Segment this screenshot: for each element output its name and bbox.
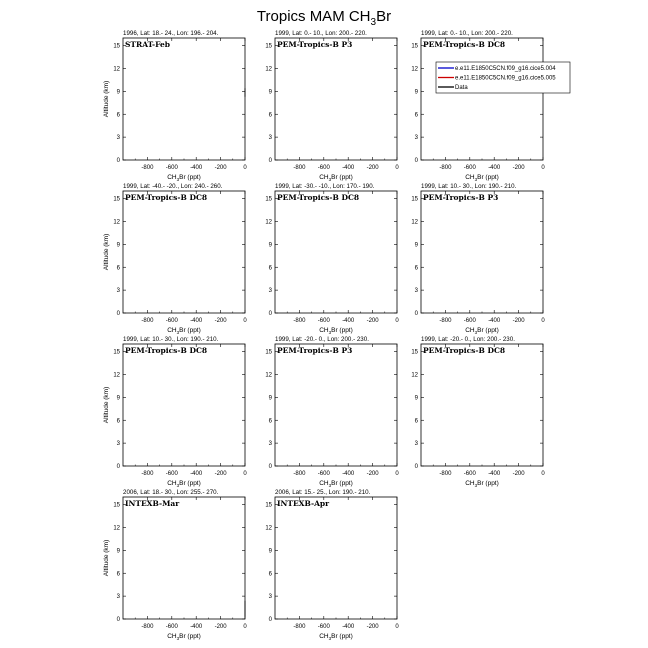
- plot-frame: [123, 344, 245, 466]
- y-tick-label: 0: [116, 158, 120, 164]
- x-tick-label: -400: [190, 318, 203, 324]
- y-tick-label: 3: [268, 441, 272, 448]
- y-tick-label: 9: [414, 395, 418, 402]
- x-label-tail: Br (ppt): [179, 327, 201, 334]
- y-tick-label: 9: [116, 89, 120, 96]
- x-tick-label: -600: [317, 165, 330, 171]
- y-tick-label: 6: [116, 418, 120, 425]
- y-tick-label: 6: [268, 265, 272, 272]
- experiment-label: PEM-Tropics-B DC8: [125, 346, 208, 355]
- y-tick-label: 15: [113, 502, 120, 509]
- y-tick-label: 9: [268, 89, 272, 96]
- x-tick-label: -200: [366, 471, 379, 477]
- x-label-subscript: 3: [328, 177, 332, 182]
- x-tick-label: -800: [141, 471, 154, 477]
- y-tick-label: 12: [113, 372, 120, 379]
- x-tick-label: -800: [439, 318, 452, 324]
- legend-label: e.e11.E1850C5CN.f09_g16.cice5.005: [455, 75, 556, 82]
- x-axis-label: [319, 174, 353, 182]
- title-main: Tropics MAM CH: [256, 8, 371, 25]
- y-axis-label: Altitude (km): [103, 80, 110, 118]
- plot-frame: [123, 497, 245, 619]
- x-tick-label: -800: [293, 471, 306, 477]
- x-axis-label: [167, 327, 201, 335]
- x-label-tail: Br (ppt): [331, 633, 353, 640]
- x-tick-label: -600: [463, 471, 476, 477]
- experiment-label: PEM-Tropics-B DC8: [423, 346, 506, 355]
- x-tick-label: -200: [214, 624, 227, 630]
- y-tick-label: 3: [268, 135, 272, 142]
- y-tick-label: 15: [411, 349, 418, 356]
- chart-panel-8: [265, 336, 399, 488]
- y-tick-label: 6: [116, 571, 120, 578]
- x-tick-label: 0: [395, 165, 399, 171]
- y-tick-label: 0: [268, 158, 272, 164]
- x-tick-label: -200: [366, 624, 379, 630]
- y-tick-label: 0: [268, 464, 272, 470]
- x-label-tail: Br (ppt): [477, 327, 499, 334]
- y-tick-label: 3: [414, 441, 418, 448]
- y-tick-label: 12: [265, 66, 272, 73]
- x-tick-label: 0: [395, 471, 399, 477]
- x-label-subscript: 3: [176, 636, 180, 641]
- y-tick-label: 15: [265, 43, 272, 50]
- x-axis-label: [319, 327, 353, 335]
- y-tick-label: 15: [265, 196, 272, 203]
- x-tick-label: -400: [342, 624, 355, 630]
- y-tick-label: 15: [113, 43, 120, 50]
- x-tick-label: -200: [214, 318, 227, 324]
- panel-header: 1996, Lat: 18.- 24., Lon: 196.- 204.: [123, 30, 219, 37]
- x-label-main: CH: [319, 480, 329, 487]
- y-tick-label: 15: [265, 502, 272, 509]
- x-tick-label: -400: [190, 624, 203, 630]
- x-label-tail: Br (ppt): [179, 480, 201, 487]
- chart-panel-3: [411, 30, 545, 182]
- x-tick-label: 0: [243, 165, 247, 171]
- x-label-subscript: 3: [328, 483, 332, 488]
- y-tick-label: 0: [414, 311, 418, 317]
- x-label-main: CH: [465, 174, 475, 181]
- x-tick-label: -800: [293, 165, 306, 171]
- x-label-main: CH: [465, 327, 475, 334]
- x-label-tail: Br (ppt): [477, 174, 499, 181]
- chart-panel-11: [265, 489, 399, 641]
- y-tick-label: 0: [414, 158, 418, 164]
- chart-panel-2: [265, 30, 399, 182]
- y-tick-label: 3: [116, 288, 120, 295]
- y-tick-label: 0: [116, 311, 120, 317]
- chart-panel-5: [265, 183, 399, 335]
- x-label-main: CH: [465, 480, 475, 487]
- y-axis-label: Altitude (km): [103, 539, 110, 577]
- y-tick-label: 12: [265, 525, 272, 532]
- y-tick-label: 9: [268, 395, 272, 402]
- x-tick-label: -800: [141, 165, 154, 171]
- x-axis-label: [319, 480, 353, 488]
- x-label-tail: Br (ppt): [477, 480, 499, 487]
- legend-label: e.e11.E1850C5CN.f09_g16.cice5.004: [455, 66, 556, 73]
- plot-frame: [275, 497, 397, 619]
- y-tick-label: 9: [116, 242, 120, 249]
- y-tick-label: 6: [268, 571, 272, 578]
- panel-header: 1999, Lat: -20.- 0., Lon: 200.- 230.: [275, 336, 369, 343]
- x-tick-label: -600: [165, 318, 178, 324]
- plot-frame: [123, 191, 245, 313]
- x-label-tail: Br (ppt): [331, 480, 353, 487]
- x-tick-label: -400: [488, 471, 501, 477]
- y-tick-label: 9: [116, 548, 120, 555]
- title-tail: Br: [376, 8, 392, 25]
- x-label-tail: Br (ppt): [179, 633, 201, 640]
- x-tick-label: -200: [366, 318, 379, 324]
- y-tick-label: 0: [268, 311, 272, 317]
- y-axis-label: Altitude (km): [103, 233, 110, 271]
- plot-frame: [421, 38, 543, 160]
- panel-header: 2006, Lat: 15.- 25., Lon: 190.- 210.: [275, 489, 371, 496]
- x-axis-label: [167, 174, 201, 182]
- chart-legend: [436, 62, 570, 93]
- x-label-main: CH: [167, 633, 177, 640]
- chart-panel-9: [411, 336, 545, 488]
- experiment-label: PEM-Tropics-B P3: [277, 40, 353, 49]
- y-tick-label: 6: [414, 112, 418, 119]
- plot-frame: [275, 38, 397, 160]
- y-tick-label: 6: [414, 418, 418, 425]
- x-tick-label: 0: [395, 624, 399, 630]
- x-tick-label: -400: [342, 165, 355, 171]
- panel-header: 1999, Lat: -30.- -10., Lon: 170.- 190.: [275, 183, 375, 190]
- y-tick-label: 6: [414, 265, 418, 272]
- x-tick-label: -200: [214, 165, 227, 171]
- y-tick-label: 12: [113, 66, 120, 73]
- y-tick-label: 3: [116, 135, 120, 142]
- x-tick-label: 0: [243, 318, 247, 324]
- x-label-tail: Br (ppt): [331, 327, 353, 334]
- y-tick-label: 12: [265, 219, 272, 226]
- x-tick-label: -200: [512, 165, 525, 171]
- y-tick-label: 6: [116, 265, 120, 272]
- x-tick-label: -800: [141, 318, 154, 324]
- x-tick-label: 0: [395, 318, 399, 324]
- y-tick-label: 3: [414, 135, 418, 142]
- x-tick-label: -400: [488, 318, 501, 324]
- plot-frame: [275, 191, 397, 313]
- y-tick-label: 0: [268, 617, 272, 623]
- y-tick-label: 0: [116, 617, 120, 623]
- x-tick-label: -800: [293, 318, 306, 324]
- x-tick-label: -800: [293, 624, 306, 630]
- panel-header: 1999, Lat: 10.- 30., Lon: 190.- 210.: [421, 183, 517, 190]
- panel-header: 1999, Lat: 0.- 10., Lon: 200.- 220.: [421, 30, 513, 37]
- chart-panel-1: [103, 30, 247, 182]
- x-tick-label: -400: [190, 471, 203, 477]
- x-axis-label: [167, 480, 201, 488]
- panel-header: 1999, Lat: 0.- 10., Lon: 200.- 220.: [275, 30, 367, 37]
- x-tick-label: -200: [214, 471, 227, 477]
- y-tick-label: 3: [268, 288, 272, 295]
- x-label-subscript: 3: [176, 483, 180, 488]
- x-label-subscript: 3: [474, 177, 478, 182]
- experiment-label: PEM-Tropics-B DC8: [277, 193, 360, 202]
- chart-panel-4: [103, 183, 247, 335]
- legend-label: Data: [455, 85, 468, 92]
- x-tick-label: 0: [541, 165, 545, 171]
- y-tick-label: 3: [116, 594, 120, 601]
- x-label-subscript: 3: [176, 330, 180, 335]
- x-axis-label: [465, 174, 499, 182]
- experiment-label: STRAT-Feb: [125, 40, 171, 49]
- panel-header: 2006, Lat: 18.- 30., Lon: 255.- 270.: [123, 489, 219, 496]
- x-tick-label: -600: [317, 471, 330, 477]
- chart-panel-7: [103, 336, 247, 488]
- chart-panel-6: [411, 183, 545, 335]
- x-tick-label: -400: [342, 318, 355, 324]
- y-tick-label: 9: [414, 242, 418, 249]
- experiment-label: PEM-Tropics-B DC8: [125, 193, 208, 202]
- y-tick-label: 6: [268, 112, 272, 119]
- y-tick-label: 15: [113, 349, 120, 356]
- x-tick-label: 0: [243, 624, 247, 630]
- x-label-subscript: 3: [328, 636, 332, 641]
- x-tick-label: -800: [141, 624, 154, 630]
- x-tick-label: -200: [512, 318, 525, 324]
- y-tick-label: 3: [268, 594, 272, 601]
- x-label-main: CH: [319, 327, 329, 334]
- experiment-label: PEM-Tropics-B P3: [277, 346, 353, 355]
- x-tick-label: -400: [342, 471, 355, 477]
- x-tick-label: -600: [463, 165, 476, 171]
- x-label-main: CH: [319, 174, 329, 181]
- x-label-main: CH: [167, 327, 177, 334]
- x-tick-label: -400: [488, 165, 501, 171]
- experiment-label: PEM-Tropics-B DC8: [423, 40, 506, 49]
- plot-frame: [421, 344, 543, 466]
- x-tick-label: -600: [317, 624, 330, 630]
- plot-frame: [123, 38, 245, 160]
- x-tick-label: -600: [463, 318, 476, 324]
- y-tick-label: 12: [411, 66, 418, 73]
- y-tick-label: 12: [113, 525, 120, 532]
- plot-frame: [275, 344, 397, 466]
- y-tick-label: 15: [411, 43, 418, 50]
- x-axis-label: [465, 480, 499, 488]
- y-tick-label: 6: [116, 112, 120, 119]
- x-tick-label: 0: [243, 471, 247, 477]
- x-label-subscript: 3: [474, 330, 478, 335]
- x-label-main: CH: [167, 174, 177, 181]
- x-tick-label: -200: [366, 165, 379, 171]
- y-tick-label: 0: [414, 464, 418, 470]
- x-tick-label: 0: [541, 318, 545, 324]
- plot-frame: [421, 191, 543, 313]
- y-tick-label: 12: [411, 372, 418, 379]
- x-axis-label: [319, 633, 353, 641]
- experiment-label: INTEXB-Apr: [277, 499, 330, 508]
- y-tick-label: 0: [116, 464, 120, 470]
- y-tick-label: 9: [414, 89, 418, 96]
- x-tick-label: -600: [165, 624, 178, 630]
- x-label-tail: Br (ppt): [331, 174, 353, 181]
- x-tick-label: 0: [541, 471, 545, 477]
- x-tick-label: -600: [317, 318, 330, 324]
- x-label-subscript: 3: [328, 330, 332, 335]
- x-tick-label: -600: [165, 471, 178, 477]
- experiment-label: INTEXB-Mar: [125, 499, 180, 508]
- y-tick-label: 12: [265, 372, 272, 379]
- y-axis-label: Altitude (km): [103, 386, 110, 424]
- x-axis-label: [167, 633, 201, 641]
- x-label-main: CH: [319, 633, 329, 640]
- x-label-subscript: 3: [176, 177, 180, 182]
- y-tick-label: 9: [116, 395, 120, 402]
- chart-panel-10: [103, 489, 247, 641]
- y-tick-label: 3: [414, 288, 418, 295]
- x-tick-label: -400: [190, 165, 203, 171]
- y-tick-label: 9: [268, 548, 272, 555]
- y-tick-label: 3: [116, 441, 120, 448]
- x-label-tail: Br (ppt): [179, 174, 201, 181]
- y-tick-label: 12: [113, 219, 120, 226]
- experiment-label: PEM-Tropics-B P3: [423, 193, 499, 202]
- x-axis-label: [465, 327, 499, 335]
- x-tick-label: -800: [439, 471, 452, 477]
- x-tick-label: -800: [439, 165, 452, 171]
- panel-header: 1999, Lat: -40.- -20., Lon: 240.- 260.: [123, 183, 223, 190]
- x-tick-label: -600: [165, 165, 178, 171]
- y-tick-label: 9: [268, 242, 272, 249]
- panel-header: 1999, Lat: 10.- 30., Lon: 190.- 210.: [123, 336, 219, 343]
- x-label-main: CH: [167, 480, 177, 487]
- x-tick-label: -200: [512, 471, 525, 477]
- title-subscript: 3: [370, 17, 377, 28]
- y-tick-label: 15: [113, 196, 120, 203]
- y-tick-label: 15: [411, 196, 418, 203]
- x-label-subscript: 3: [474, 483, 478, 488]
- y-tick-label: 6: [268, 418, 272, 425]
- y-tick-label: 15: [265, 349, 272, 356]
- panel-header: 1999, Lat: -20.- 0., Lon: 200.- 230.: [421, 336, 515, 343]
- y-tick-label: 12: [411, 219, 418, 226]
